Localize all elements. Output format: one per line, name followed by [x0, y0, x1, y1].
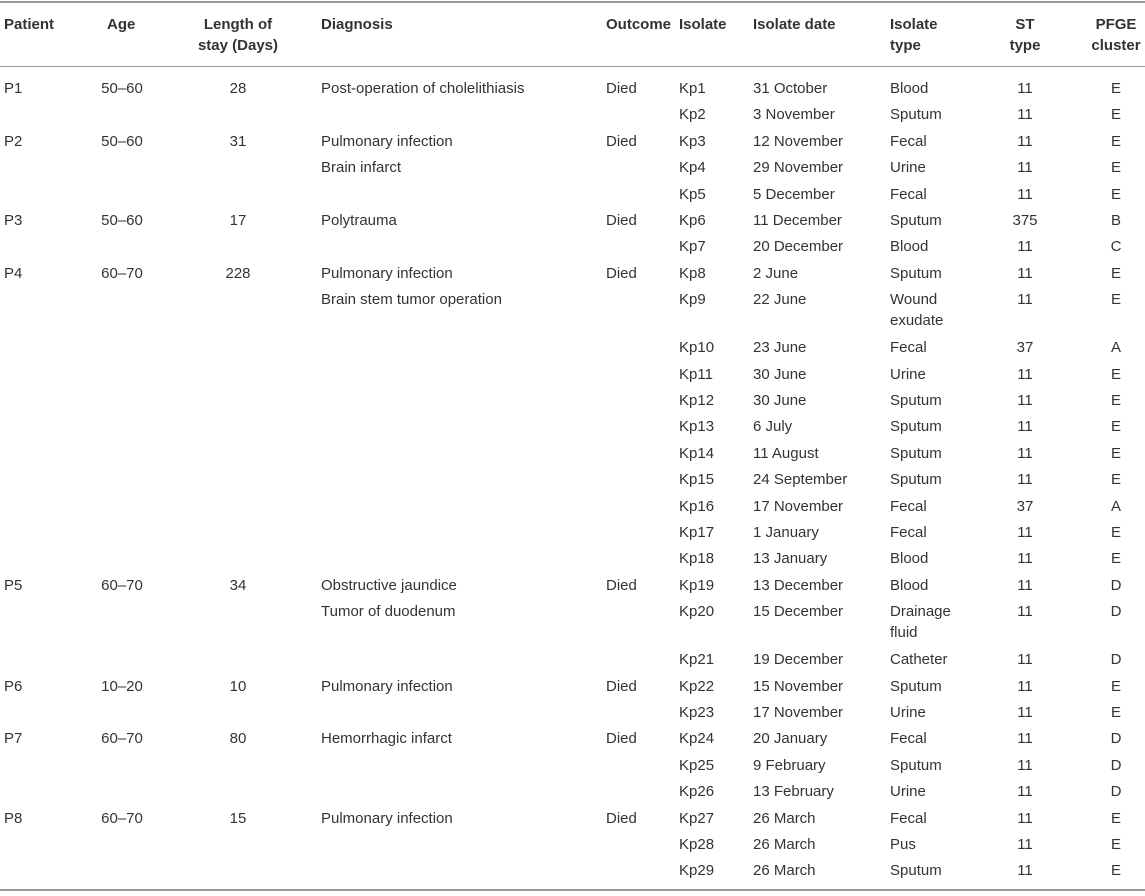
- header-patient: Patient: [4, 16, 55, 33]
- cell-patient: P1: [4, 80, 23, 97]
- cell-isolate-date: 15 November: [753, 677, 844, 695]
- cell-diagnosis: Pulmonary infection: [321, 677, 453, 695]
- cell-isolate-date: 30 June: [753, 365, 807, 383]
- cell-isolate: Kp22: [679, 677, 715, 695]
- cell-isolate: Kp4: [679, 159, 706, 177]
- cell-isolate: Kp26: [679, 783, 715, 801]
- cell-st-type: 11: [1017, 677, 1033, 695]
- cell-isolate: Kp13: [679, 418, 715, 436]
- cell-patient: P7: [4, 730, 23, 748]
- cell-diagnosis: Brain stem tumor operation: [321, 291, 502, 309]
- cell-pfge-cluster: E: [1110, 264, 1121, 282]
- cell-st-type: 11: [1017, 730, 1033, 748]
- cell-isolate-date: 17 November: [753, 704, 844, 721]
- cell-age: 50–60: [101, 80, 143, 97]
- cell-isolate-date: 1 January: [753, 524, 819, 541]
- cell-isolate-type: Sputum: [890, 444, 942, 462]
- cell-patient: P2: [4, 132, 23, 150]
- cell-isolate: Kp25: [679, 756, 715, 774]
- cell-isolate-date: 3 November: [753, 106, 835, 124]
- cell-st-type: 11: [1017, 106, 1033, 124]
- cell-pfge-cluster: E: [1110, 365, 1121, 383]
- header-diagnosis: Diagnosis: [321, 16, 393, 33]
- cell-pfge-cluster: E: [1110, 471, 1121, 489]
- cell-isolate-date: 15 December: [753, 603, 844, 621]
- cell-isolate-type: Urine: [890, 159, 926, 177]
- cell-age: 10–20: [101, 677, 143, 695]
- cell-isolate: Kp5: [679, 185, 706, 203]
- cell-isolate-type: Sputum: [890, 392, 942, 409]
- cell-pfge-cluster: D: [1110, 783, 1122, 801]
- cell-diagnosis: Brain infarct: [321, 159, 402, 177]
- cell-isolate-type: Sputum: [890, 106, 942, 124]
- cell-isolate: Kp7: [679, 238, 706, 256]
- cell-st-type: 11: [1017, 80, 1033, 97]
- cell-isolate-date: 13 February: [753, 783, 834, 801]
- cell-st-type: 11: [1017, 444, 1033, 462]
- cell-st-type: 11: [1017, 392, 1033, 409]
- cell-isolate-type: Sputum: [890, 471, 942, 489]
- cell-length-of-stay: 10: [229, 677, 247, 695]
- header-length-of-stay-line2: stay (Days): [197, 37, 279, 54]
- cell-length-of-stay: 28: [229, 80, 247, 97]
- header-rule: [0, 66, 1145, 67]
- table-top-rule: [0, 1, 1145, 3]
- table-bottom-rule: [0, 889, 1145, 891]
- cell-st-type: 11: [1017, 783, 1033, 801]
- cell-isolate-type: Sputum: [890, 862, 942, 880]
- cell-st-type: 11: [1017, 291, 1033, 309]
- cell-patient: P4: [4, 264, 23, 282]
- cell-isolate-date: 31 October: [753, 80, 828, 97]
- cell-pfge-cluster: E: [1110, 836, 1121, 853]
- cell-isolate: Kp10: [679, 339, 715, 357]
- cell-isolate-type: Sputum: [890, 418, 942, 436]
- cell-st-type: 11: [1017, 651, 1033, 669]
- cell-isolate: Kp6: [679, 212, 706, 229]
- cell-st-type: 11: [1017, 238, 1033, 256]
- cell-diagnosis: Obstructive jaundice: [321, 576, 457, 594]
- cell-isolate-type: Fecal: [890, 730, 927, 748]
- cell-isolate-type: Drainage: [890, 603, 951, 621]
- cell-age: 50–60: [101, 132, 143, 150]
- cell-isolate: Kp8: [679, 264, 706, 282]
- cell-isolate-type: Sputum: [890, 264, 942, 282]
- cell-pfge-cluster: D: [1110, 576, 1122, 594]
- cell-outcome: Died: [606, 212, 637, 229]
- cell-pfge-cluster: E: [1110, 185, 1121, 203]
- cell-diagnosis: Pulmonary infection: [321, 264, 453, 282]
- cell-pfge-cluster: D: [1110, 603, 1122, 621]
- cell-isolate: Kp21: [679, 651, 715, 669]
- cell-pfge-cluster: E: [1110, 291, 1121, 309]
- cell-st-type: 11: [1017, 471, 1033, 489]
- cell-isolate-date: 12 November: [753, 132, 844, 150]
- cell-diagnosis: Pulmonary infection: [321, 809, 453, 827]
- cell-isolate-date: 13 December: [753, 576, 844, 594]
- cell-length-of-stay: 17: [229, 212, 247, 229]
- cell-st-type: 11: [1017, 550, 1033, 568]
- cell-st-type: 11: [1017, 418, 1033, 436]
- cell-isolate-date: 20 December: [753, 238, 844, 256]
- cell-patient: P5: [4, 576, 23, 594]
- cell-length-of-stay: 31: [229, 132, 247, 150]
- cell-patient: P8: [4, 809, 23, 827]
- cell-outcome: Died: [606, 80, 637, 97]
- cell-st-type: 11: [1017, 756, 1033, 774]
- cell-st-type: 11: [1017, 809, 1033, 827]
- cell-isolate-type: Pus: [890, 836, 916, 853]
- cell-outcome: Died: [606, 132, 637, 150]
- cell-isolate: Kp19: [679, 576, 715, 594]
- cell-st-type: 11: [1017, 836, 1033, 853]
- cell-isolate: Kp23: [679, 704, 715, 721]
- cell-pfge-cluster: E: [1110, 862, 1121, 880]
- cell-pfge-cluster: E: [1110, 524, 1121, 541]
- cell-isolate-date: 17 November: [753, 497, 844, 515]
- cell-isolate-type: Sputum: [890, 677, 942, 695]
- cell-isolate: Kp24: [679, 730, 715, 748]
- cell-pfge-cluster: E: [1110, 809, 1121, 827]
- header-outcome: Outcome: [606, 16, 672, 33]
- cell-age: 60–70: [101, 576, 143, 594]
- header-isolate-type-line2: type: [890, 37, 921, 54]
- cell-pfge-cluster: E: [1110, 132, 1121, 150]
- cell-patient: P6: [4, 677, 23, 695]
- cell-outcome: Died: [606, 677, 637, 695]
- cell-isolate: Kp1: [679, 80, 706, 97]
- header-length-of-stay-line1: Length of: [203, 16, 273, 33]
- cell-st-type: 11: [1017, 365, 1033, 383]
- cell-st-type: 11: [1017, 264, 1033, 282]
- cell-outcome: Died: [606, 809, 637, 827]
- cell-pfge-cluster: E: [1110, 106, 1121, 124]
- cell-isolate: Kp2: [679, 106, 706, 124]
- cell-length-of-stay: 80: [229, 730, 247, 748]
- cell-st-type: 11: [1017, 576, 1033, 594]
- cell-pfge-cluster: A: [1110, 339, 1121, 357]
- cell-age: 60–70: [101, 730, 143, 748]
- cell-isolate-type: Fecal: [890, 185, 927, 203]
- cell-isolate-date: 30 June: [753, 392, 807, 409]
- cell-pfge-cluster: E: [1110, 677, 1121, 695]
- cell-isolate: Kp18: [679, 550, 715, 568]
- cell-pfge-cluster: B: [1110, 212, 1121, 229]
- cell-isolate: Kp9: [679, 291, 706, 309]
- cell-age: 60–70: [101, 264, 143, 282]
- cell-outcome: Died: [606, 264, 637, 282]
- cell-pfge-cluster: D: [1110, 730, 1122, 748]
- cell-pfge-cluster: E: [1110, 159, 1121, 177]
- cell-outcome: Died: [606, 576, 637, 594]
- cell-diagnosis: Post-operation of cholelithiasis: [321, 80, 525, 97]
- cell-isolate-date: 26 March: [753, 836, 816, 853]
- cell-length-of-stay: 15: [229, 809, 247, 827]
- cell-isolate-type: Blood: [890, 550, 929, 568]
- cell-age: 60–70: [101, 809, 143, 827]
- cell-isolate-type: Blood: [890, 80, 929, 97]
- cell-st-type: 11: [1017, 862, 1033, 880]
- cell-isolate-type: Urine: [890, 365, 926, 383]
- cell-length-of-stay: 34: [229, 576, 247, 594]
- header-pfge-cluster-line1: PFGE: [1095, 16, 1137, 33]
- cell-isolate-date: 6 July: [753, 418, 793, 436]
- header-isolate-date: Isolate date: [753, 16, 836, 33]
- cell-isolate-date: 9 February: [753, 756, 826, 774]
- cell-isolate-type: Fecal: [890, 524, 927, 541]
- cell-isolate-date: 26 March: [753, 862, 816, 880]
- cell-isolate-type: Fecal: [890, 339, 927, 357]
- cell-isolate-date: 26 March: [753, 809, 816, 827]
- cell-length-of-stay: 228: [225, 264, 251, 282]
- cell-isolate-type: Fecal: [890, 809, 927, 827]
- cell-pfge-cluster: E: [1110, 704, 1121, 721]
- cell-isolate-date: 5 December: [753, 185, 835, 203]
- cell-isolate-date: 22 June: [753, 291, 807, 309]
- cell-isolate-date: 20 January: [753, 730, 828, 748]
- cell-pfge-cluster: D: [1110, 651, 1122, 669]
- cell-isolate-type-line2: fluid: [890, 624, 918, 642]
- header-isolate: Isolate: [679, 16, 727, 33]
- cell-isolate-date: 29 November: [753, 159, 844, 177]
- cell-isolate-type: Blood: [890, 238, 929, 256]
- cell-isolate-type: Fecal: [890, 132, 927, 150]
- cell-isolate: Kp3: [679, 132, 706, 150]
- cell-isolate: Kp15: [679, 471, 715, 489]
- cell-isolate-type: Blood: [890, 576, 929, 594]
- header-age: Age: [107, 16, 136, 33]
- header-pfge-cluster-line2: cluster: [1091, 37, 1141, 54]
- cell-st-type: 37: [1016, 497, 1034, 515]
- cell-isolate: Kp20: [679, 603, 715, 621]
- cell-isolate-type: Urine: [890, 704, 926, 721]
- cell-isolate: Kp11: [679, 365, 713, 383]
- cell-diagnosis: Tumor of duodenum: [321, 603, 456, 621]
- cell-isolate: Kp16: [679, 497, 715, 515]
- cell-pfge-cluster: E: [1110, 392, 1121, 409]
- cell-st-type: 11: [1017, 132, 1033, 150]
- cell-isolate: Kp14: [679, 444, 715, 462]
- cell-diagnosis: Polytrauma: [321, 212, 397, 229]
- cell-st-type: 375: [1012, 212, 1038, 229]
- cell-pfge-cluster: E: [1110, 444, 1121, 462]
- cell-isolate-type: Sputum: [890, 212, 942, 229]
- cell-pfge-cluster: C: [1110, 238, 1122, 256]
- cell-pfge-cluster: E: [1110, 550, 1121, 568]
- cell-isolate-type: Wound: [890, 291, 938, 309]
- cell-st-type: 11: [1017, 524, 1033, 541]
- cell-isolate-date: 23 June: [753, 339, 807, 357]
- cell-isolate: Kp28: [679, 836, 715, 853]
- cell-isolate: Kp29: [679, 862, 715, 880]
- header-st-type-line1: ST: [1015, 16, 1035, 33]
- cell-st-type: 11: [1017, 603, 1033, 621]
- cell-isolate-type: Urine: [890, 783, 926, 801]
- cell-isolate-date: 24 September: [753, 471, 848, 489]
- cell-isolate-type: Fecal: [890, 497, 927, 515]
- header-isolate-type-line1: Isolate: [890, 16, 938, 33]
- cell-isolate-type: Sputum: [890, 756, 942, 774]
- cell-isolate-type: Catheter: [890, 651, 948, 669]
- cell-pfge-cluster: E: [1110, 80, 1121, 97]
- cell-isolate: Kp12: [679, 392, 715, 409]
- cell-st-type: 11: [1017, 704, 1033, 721]
- cell-diagnosis: Pulmonary infection: [321, 132, 453, 150]
- cell-isolate: Kp17: [679, 524, 715, 541]
- cell-isolate-type-line2: exudate: [890, 312, 944, 330]
- cell-isolate-date: 19 December: [753, 651, 844, 669]
- cell-isolate-date: 11 August: [753, 444, 819, 462]
- cell-patient: P3: [4, 212, 23, 229]
- cell-isolate-date: 13 January: [753, 550, 828, 568]
- cell-age: 50–60: [101, 212, 143, 229]
- cell-isolate-date: 2 June: [753, 264, 799, 282]
- cell-st-type: 37: [1016, 339, 1034, 357]
- cell-pfge-cluster: A: [1110, 497, 1121, 515]
- cell-pfge-cluster: D: [1110, 756, 1122, 774]
- cell-diagnosis: Hemorrhagic infarct: [321, 730, 452, 748]
- cell-isolate-date: 11 December: [753, 212, 842, 229]
- cell-st-type: 11: [1017, 159, 1033, 177]
- header-st-type-line2: type: [1009, 37, 1041, 54]
- cell-pfge-cluster: E: [1110, 418, 1121, 436]
- cell-st-type: 11: [1017, 185, 1033, 203]
- cell-outcome: Died: [606, 730, 637, 748]
- cell-isolate: Kp27: [679, 809, 715, 827]
